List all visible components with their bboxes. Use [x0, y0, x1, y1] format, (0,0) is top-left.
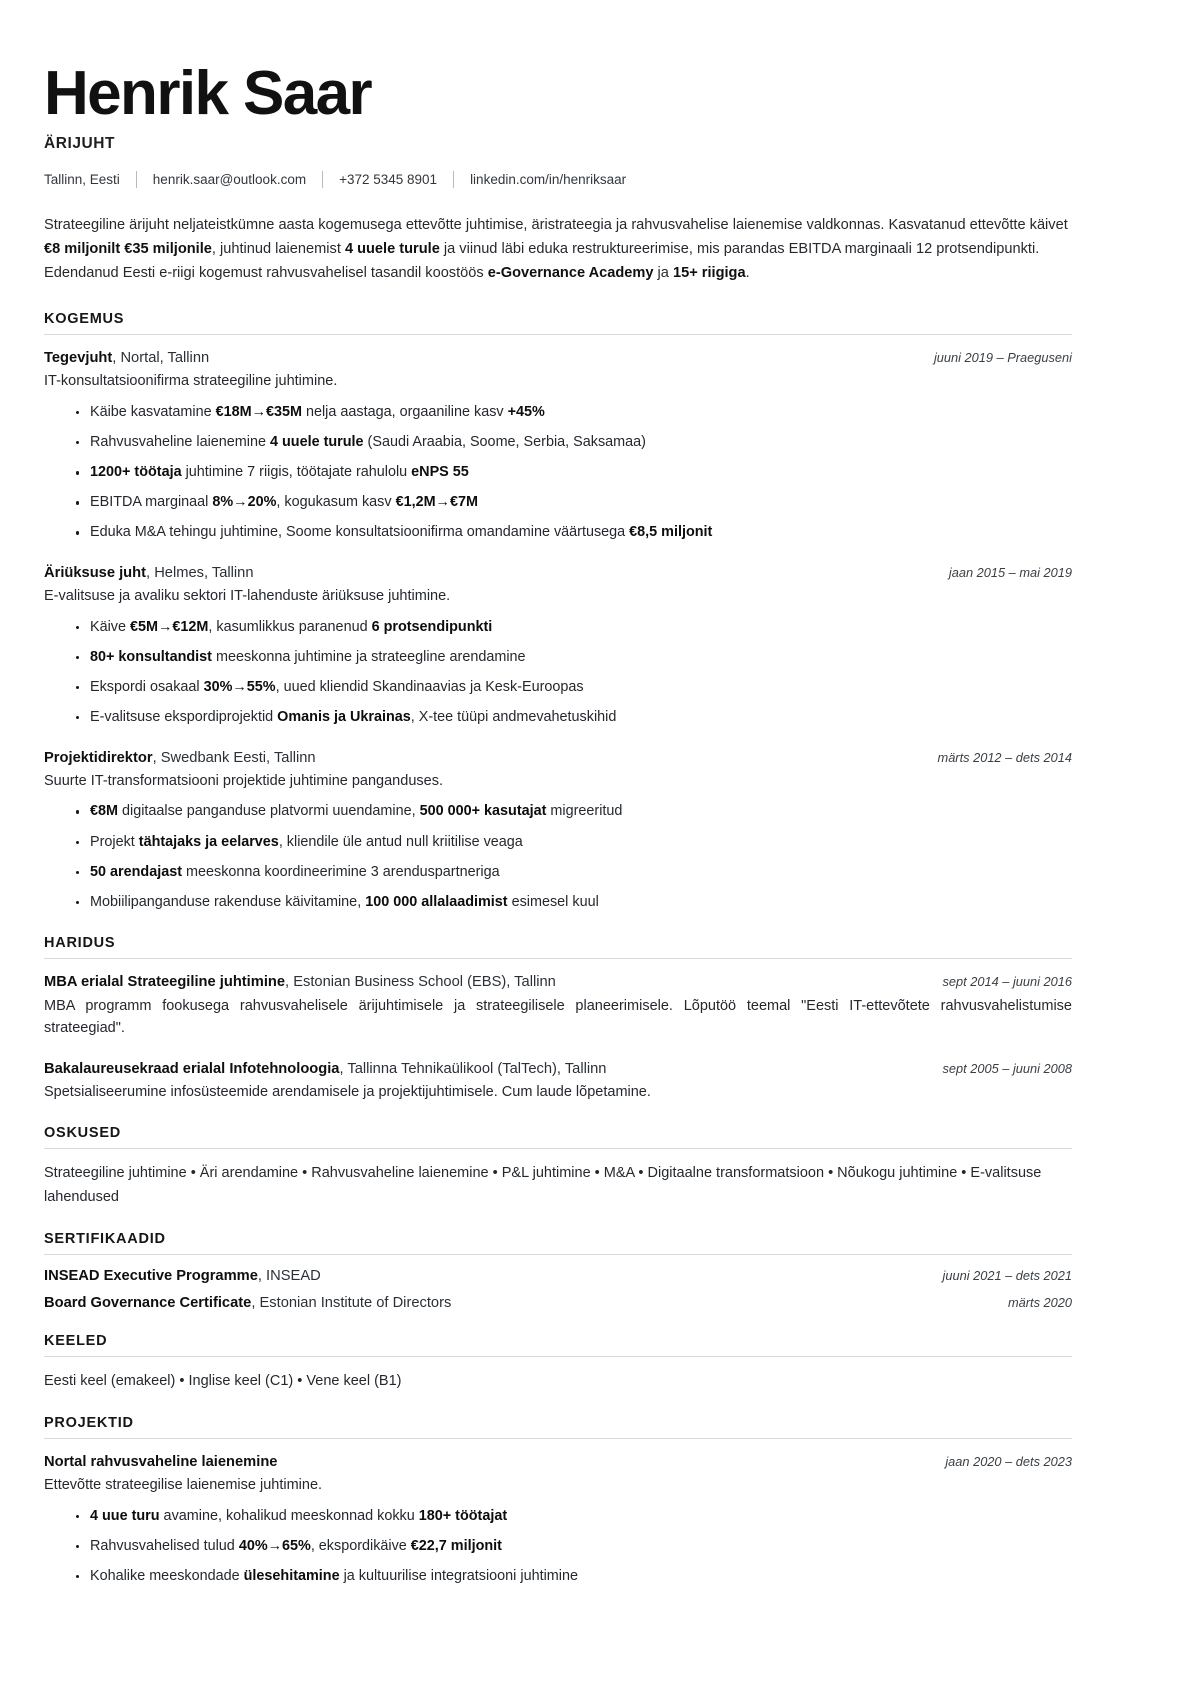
achievement-item: Kohalike meeskondade ülesehitamine ja kultuurilise integratsiooni juhtimine: [76, 1566, 1072, 1588]
job-role: Äriüksuse juht: [44, 564, 147, 581]
certificate-issuer: , INSEAD: [257, 1267, 321, 1284]
job-company: , Helmes, Tallinn: [146, 564, 254, 581]
entry-title: [44, 1452, 277, 1473]
job-achievements: [44, 801, 1072, 913]
languages-list: Eesti keel (emakeel) • Inglise keel (C1) • Vene keel (B1): [44, 1372, 402, 1389]
achievement-item: Ekspordi osakaal 30%→55%, uued kliendid Skandinaavias ja Kesk-Euroopas: [76, 677, 1072, 699]
job-achievements: [44, 402, 1072, 544]
section-divider: [44, 1438, 1072, 1439]
candidate-name: Henrik Saar: [44, 59, 372, 128]
contact-location: Tallinn, Eesti: [44, 172, 120, 188]
achievement-item: EBITDA marginaal 8%→20%, kogukasum kasv €1,2M→€7M: [76, 492, 1072, 514]
degree-name: MBA erialal Strateegiline juhtimine: [44, 974, 286, 991]
entry-header: [44, 972, 1072, 993]
section-divider: [44, 1148, 1072, 1149]
contact-line: [44, 171, 1072, 188]
achievement-item: 80+ konsultandist meeskonna juhtimine ja strateegline arendamine: [76, 647, 1072, 669]
project-date-range: jaan 2020 – dets 2023: [945, 1454, 1072, 1470]
contact-linkedin[interactable]: linkedin.com/in/henriksaar: [470, 172, 627, 188]
section-title-certificates: SERTIFIKAADID: [44, 1230, 166, 1247]
job-date-range: jaan 2015 – mai 2019: [948, 564, 1072, 580]
certificate-date: märts 2020: [1007, 1294, 1072, 1310]
contact-phone[interactable]: +372 5345 8901: [339, 172, 438, 188]
achievement-item: Mobiilipanganduse rakenduse käivitamine, 100 000 allalaadimist esimesel kuul: [76, 892, 1072, 914]
candidate-job-title: ÄRIJUHT: [44, 135, 116, 153]
contact-divider: [136, 171, 137, 188]
entry-header: [44, 1059, 1072, 1080]
education-date-range: sept 2014 – juuni 2016: [942, 974, 1072, 990]
job-role: Projektidirektor: [44, 749, 153, 766]
section-divider: [44, 958, 1072, 959]
contact-email[interactable]: henrik.saar@outlook.com: [152, 172, 307, 188]
achievement-item: Käive €5M→€12M, kasumlikkus paranenud 6 protsendipunkti: [76, 617, 1072, 639]
project-entry: [44, 1452, 1072, 1588]
education-entry: [44, 1059, 1072, 1104]
job-company: , Nortal, Tallinn: [112, 350, 210, 367]
entry-title: [44, 972, 556, 993]
education-date-range: sept 2005 – juuni 2008: [942, 1060, 1072, 1076]
certificate-entry: [44, 1295, 1072, 1311]
section-divider: [44, 334, 1072, 335]
degree-name: Bakalaureusekraad erialal Infotehnoloogia: [44, 1060, 340, 1077]
achievement-item: Käibe kasvatamine €18M→€35M nelja aastaga, orgaaniline kasv +45%: [76, 402, 1072, 424]
job-description: E-valitsuse ja avaliku sektori IT-lahenduste äriüksuse juhtimine.: [44, 588, 451, 605]
achievement-item: Projekt tähtajaks ja eelarves, kliendile üle antud null kriitilise veaga: [76, 832, 1072, 854]
section-projects: [44, 1415, 1072, 1588]
experience-entry: [44, 563, 1072, 729]
section-title-education: HARIDUS: [44, 935, 116, 952]
education-description: MBA programm fookusega rahvusvahelisele ärijuhtimisele ja strateegilisele planeerimisele. Lõputöö teemal "Eesti IT-ettevõtete rahvusvahelistumise strateegiad".: [44, 997, 1072, 1037]
skills-list: Strateegiline juhtimine • Äri arendamine • Rahvusvaheline laienemine • P&L juhtimine • M&A • Digitaalne transformatsioon • Nõukogu juhtimine • E-valitsuse lahendused: [44, 1165, 1042, 1205]
entry-header: [44, 563, 1072, 584]
entry-title: [44, 563, 254, 584]
section-title-languages: KEELED: [44, 1332, 108, 1349]
entry-title: [44, 348, 209, 369]
section-title-skills: OSKUSED: [44, 1125, 121, 1142]
experience-entry: [44, 748, 1072, 914]
project-achievements: [44, 1506, 1072, 1588]
section-certificates: [44, 1231, 1072, 1311]
achievement-item: E-valitsuse ekspordiprojektid Omanis ja Ukrainas, X-tee tüüpi andmevahetuskihid: [76, 707, 1072, 729]
certificate-date: juuni 2021 – dets 2021: [942, 1267, 1072, 1283]
job-role: Tegevjuht: [44, 350, 113, 367]
job-date-range: märts 2012 – dets 2014: [937, 749, 1072, 765]
school-name: , Estonian Business School (EBS), Tallinn: [285, 974, 556, 991]
certificate-name: Board Governance Certificate: [44, 1294, 252, 1311]
section-title-experience: KOGEMUS: [44, 311, 125, 328]
achievement-item: Rahvusvahelised tulud 40%→65%, ekspordikäive €22,7 miljonit: [76, 1536, 1072, 1558]
job-description: Suurte IT-transformatsiooni projektide juhtimine panganduses.: [44, 773, 443, 790]
certificate-title: [44, 1268, 321, 1284]
job-achievements: [44, 617, 1072, 729]
section-experience: [44, 311, 1072, 913]
education-description: Spetsialiseerumine infosüsteemide arendamisele ja projektijuhtimisele. Cum laude lõpetamine.: [44, 1083, 651, 1100]
entry-title: [44, 1059, 606, 1080]
certificate-title: [44, 1295, 451, 1311]
achievement-item: €8M digitaalse panganduse platvormi uuendamine, 500 000+ kasutajat migreeritud: [76, 801, 1072, 823]
achievement-item: 1200+ töötaja juhtimine 7 riigis, töötajate rahulolu eNPS 55: [76, 462, 1072, 484]
certificate-issuer: , Estonian Institute of Directors: [251, 1294, 452, 1311]
school-name: , Tallinna Tehnikaülikool (TalTech), Tallinn: [339, 1060, 607, 1077]
professional-summary: Strateegiline ärijuht neljateistkümne aasta kogemusega ettevõtte juhtimise, äristrateegia ja rahvusvahelise laienemise valdkonnas. Kasvatanud ettevõtte käivet €8 miljonilt €35 miljonile, juhtinud laienemist 4 uuele turule ja viinud läbi eduka restruktureerimise, mis parandas EBITDA marginaali 12 protsendipunkti. Edendanud Eesti e-riigi kogemust rahvusvahelisel tasandil koostöös e-Governance Academy ja 15+ riigiga.: [44, 217, 1068, 281]
job-date-range: juuni 2019 – Praeguseni: [933, 350, 1072, 366]
section-title-projects: PROJEKTID: [44, 1415, 134, 1432]
education-entry: [44, 972, 1072, 1039]
experience-entry: [44, 348, 1072, 544]
contact-divider: [453, 171, 454, 188]
section-languages: [44, 1333, 1072, 1393]
entry-title: [44, 748, 316, 769]
certificate-entry: [44, 1268, 1072, 1284]
project-description: Ettevõtte strateegilise laienemise juhtimine.: [44, 1477, 323, 1494]
entry-header: [44, 748, 1072, 769]
job-description: IT-konsultatsioonifirma strateegiline juhtimine.: [44, 373, 338, 390]
section-skills: [44, 1125, 1072, 1208]
section-education: [44, 935, 1072, 1103]
project-name: Nortal rahvusvaheline laienemine: [44, 1454, 278, 1471]
achievement-item: Rahvusvaheline laienemine 4 uuele turule (Saudi Araabia, Soome, Serbia, Saksamaa): [76, 432, 1072, 454]
entry-header: [44, 1452, 1072, 1473]
section-divider: [44, 1356, 1072, 1357]
contact-divider: [322, 171, 323, 188]
achievement-item: Eduka M&A tehingu juhtimine, Soome konsultatsioonifirma omandamine väärtusega €8,5 miljonit: [76, 522, 1072, 544]
section-divider: [44, 1254, 1072, 1255]
achievement-item: 4 uue turu avamine, kohalikud meeskonnad kokku 180+ töötajat: [76, 1506, 1072, 1528]
certificate-name: INSEAD Executive Programme: [44, 1267, 258, 1284]
job-company: , Swedbank Eesti, Tallinn: [152, 749, 316, 766]
achievement-item: 50 arendajast meeskonna koordineerimine 3 arenduspartneriga: [76, 862, 1072, 884]
resume-header: [44, 59, 1072, 188]
entry-header: [44, 348, 1072, 369]
